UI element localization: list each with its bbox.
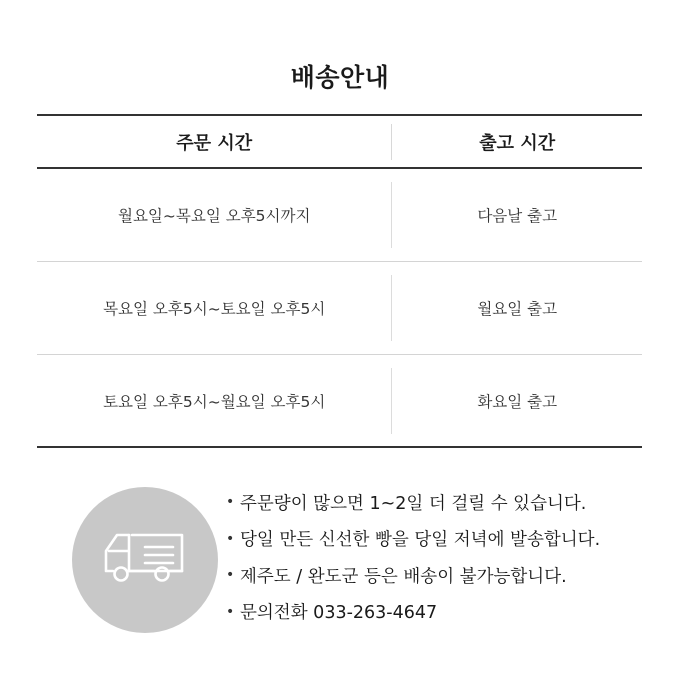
table-row (37, 355, 642, 448)
page-title: 배송안내 (290, 63, 390, 92)
ship-time-cell: 화요일 출고 (477, 392, 558, 411)
delivery-truck-icon (72, 487, 218, 633)
bullet-icon: • (226, 567, 235, 584)
order-time-cell: 월요일~목요일 오후5시까지 (117, 207, 311, 225)
order-time-cell: 토요일 오후5시~월요일 오후5시 (103, 392, 326, 411)
contact-phone-text: 문의전화 033-263-4647 (240, 603, 438, 624)
table-row (37, 169, 642, 262)
header-order-time: 주문 시간 (176, 132, 253, 154)
ship-time-cell: 다음날 출고 (477, 207, 558, 225)
note-text: 주문량이 많으면 1~2일 더 걸릴 수 있습니다. (240, 493, 587, 514)
order-time-cell: 목요일 오후5시~토요일 오후5시 (103, 300, 326, 318)
table-header (37, 114, 642, 169)
header-ship-time: 출고 시간 (479, 132, 556, 154)
table-row (37, 262, 642, 355)
shipping-notes-list (226, 484, 600, 630)
bullet-icon: • (226, 603, 235, 620)
ship-time-cell: 월요일 출고 (477, 300, 558, 318)
bullet-icon: • (226, 530, 235, 547)
shipping-schedule-table (37, 114, 642, 448)
list-item (226, 594, 600, 631)
list-item (226, 484, 600, 521)
note-text: 제주도 / 완도군 등은 배송이 불가능합니다. (240, 566, 567, 587)
list-item (226, 557, 600, 594)
bullet-icon: • (226, 494, 235, 511)
list-item (226, 521, 600, 558)
note-text: 당일 만든 신선한 빵을 당일 저녁에 발송합니다. (240, 530, 601, 551)
